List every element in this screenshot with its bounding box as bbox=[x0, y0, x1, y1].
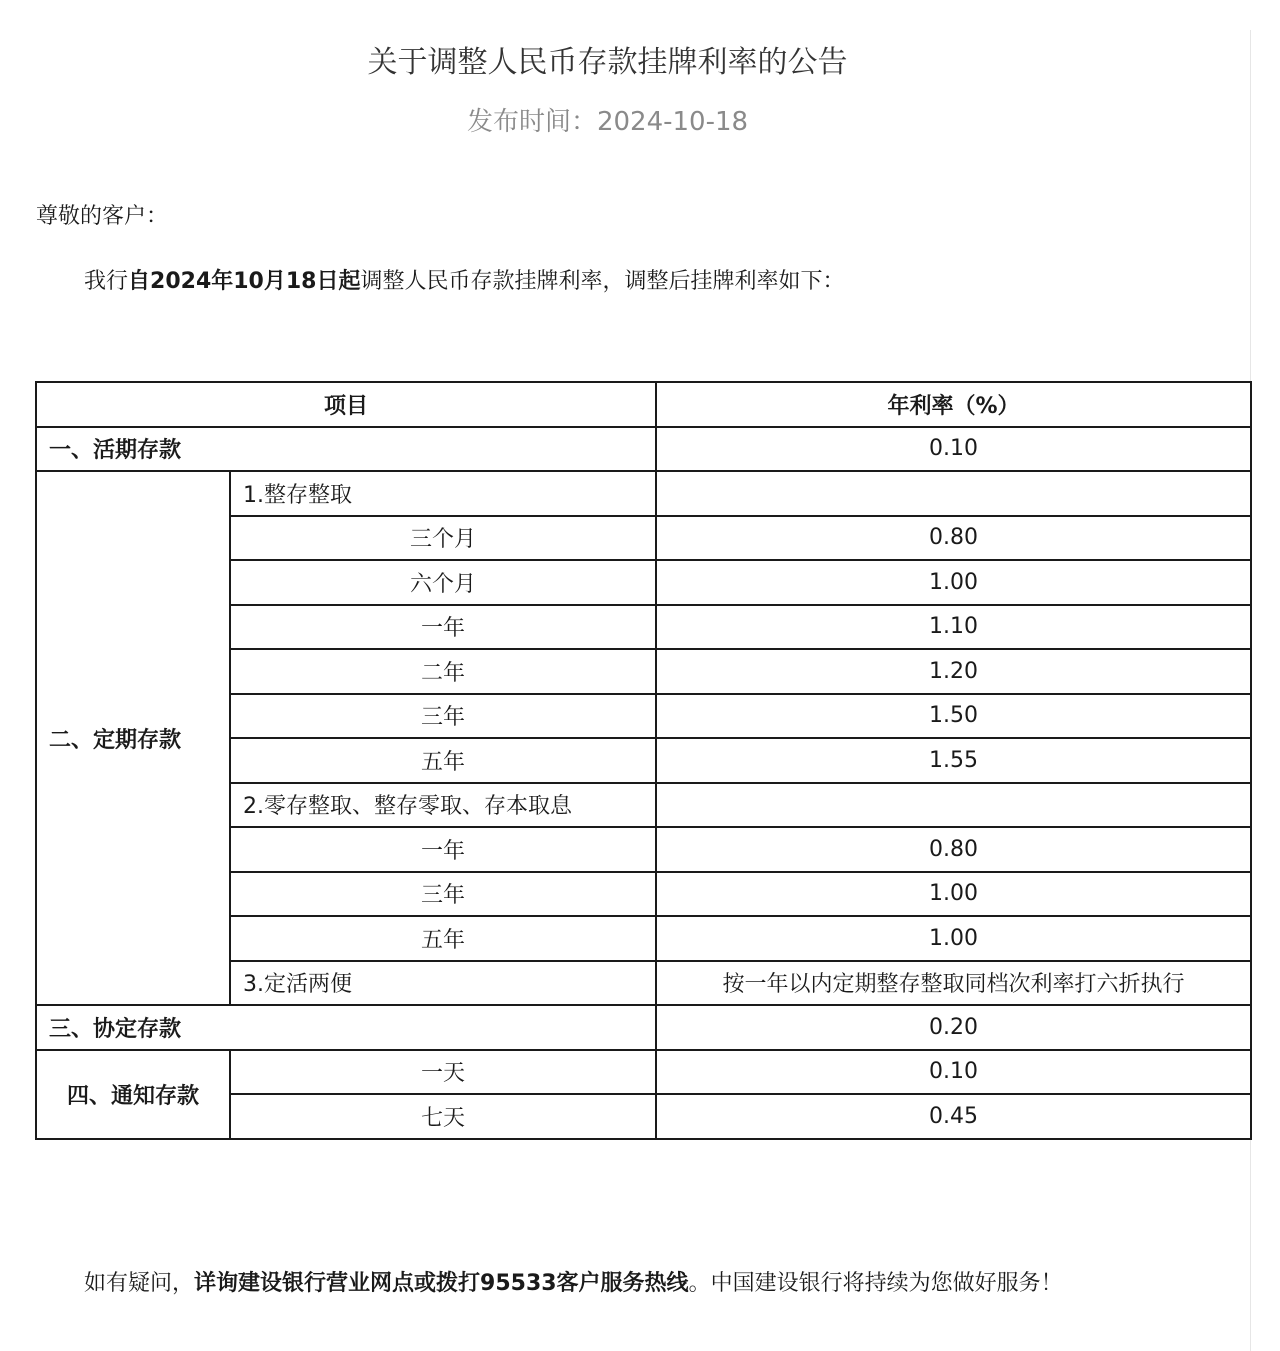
term-cell: 一天 bbox=[230, 1050, 656, 1095]
rate-flexible: 按一年以内定期整存整取同档次利率打六折执行 bbox=[656, 961, 1251, 1006]
table-header-row bbox=[36, 382, 1251, 427]
term-cell: 七天 bbox=[230, 1094, 656, 1139]
rate-empty bbox=[656, 471, 1251, 516]
table-row bbox=[36, 471, 1251, 516]
table-row bbox=[36, 1005, 1251, 1050]
rate-cell: 1.20 bbox=[656, 649, 1251, 694]
footer-paragraph bbox=[84, 1267, 1063, 1301]
category-notice: 四、通知存款 bbox=[36, 1050, 230, 1139]
term-cell: 二年 bbox=[230, 649, 656, 694]
rate-agreement: 0.20 bbox=[656, 1005, 1251, 1050]
publish-date-value: 2024-10-18 bbox=[596, 107, 749, 137]
subcategory-lump-sum: 1.整存整取 bbox=[230, 471, 656, 516]
intro-prefix: 我行 bbox=[84, 269, 129, 294]
notice-title: 关于调整人民币存款挂牌利率的公告 bbox=[367, 45, 848, 80]
rate-cell: 1.00 bbox=[656, 560, 1251, 605]
rate-cell: 1.00 bbox=[656, 916, 1251, 961]
intro-effective-date: 自2024年10月18日起 bbox=[128, 269, 361, 294]
category-agreement: 三、协定存款 bbox=[36, 1005, 656, 1050]
term-cell: 五年 bbox=[230, 916, 656, 961]
footer-suffix: 。中国建设银行将持续为您做好服务！ bbox=[688, 1271, 1063, 1296]
category-demand: 一、活期存款 bbox=[36, 427, 656, 472]
rate-cell: 0.80 bbox=[656, 827, 1251, 872]
term-cell: 六个月 bbox=[230, 560, 656, 605]
rate-table bbox=[35, 381, 1252, 1140]
publish-date bbox=[0, 102, 1215, 142]
subcategory-flexible: 3.定活两便 bbox=[230, 961, 656, 1006]
footer-prefix: 如有疑问， bbox=[84, 1271, 195, 1296]
term-cell: 三年 bbox=[230, 872, 656, 917]
rate-empty bbox=[656, 783, 1251, 828]
rate-cell: 1.50 bbox=[656, 694, 1251, 739]
footer-hotline: 详询建设银行营业网点或拨打95533客户服务热线 bbox=[194, 1271, 689, 1296]
rate-cell: 0.80 bbox=[656, 516, 1251, 561]
term-cell: 三年 bbox=[230, 694, 656, 739]
rate-cell: 0.45 bbox=[656, 1094, 1251, 1139]
intro-paragraph bbox=[84, 265, 845, 299]
greeting: 尊敬的客户： bbox=[36, 204, 169, 229]
table-row bbox=[36, 427, 1251, 472]
publish-date-label: 发布时间： bbox=[466, 107, 597, 137]
header-rate: 年利率（%） bbox=[656, 382, 1251, 427]
term-cell: 三个月 bbox=[230, 516, 656, 561]
term-cell: 一年 bbox=[230, 605, 656, 650]
rate-demand: 0.10 bbox=[656, 427, 1251, 472]
table-row bbox=[36, 1050, 1251, 1095]
subcategory-installment: 2.零存整取、整存零取、存本取息 bbox=[230, 783, 656, 828]
rate-cell: 1.10 bbox=[656, 605, 1251, 650]
header-item: 项目 bbox=[36, 382, 656, 427]
term-cell: 一年 bbox=[230, 827, 656, 872]
term-cell: 五年 bbox=[230, 738, 656, 783]
category-fixed: 二、定期存款 bbox=[36, 471, 230, 1005]
intro-suffix: 调整人民币存款挂牌利率，调整后挂牌利率如下： bbox=[360, 269, 845, 294]
rate-cell: 1.00 bbox=[656, 872, 1251, 917]
rate-cell: 0.10 bbox=[656, 1050, 1251, 1095]
rate-cell: 1.55 bbox=[656, 738, 1251, 783]
